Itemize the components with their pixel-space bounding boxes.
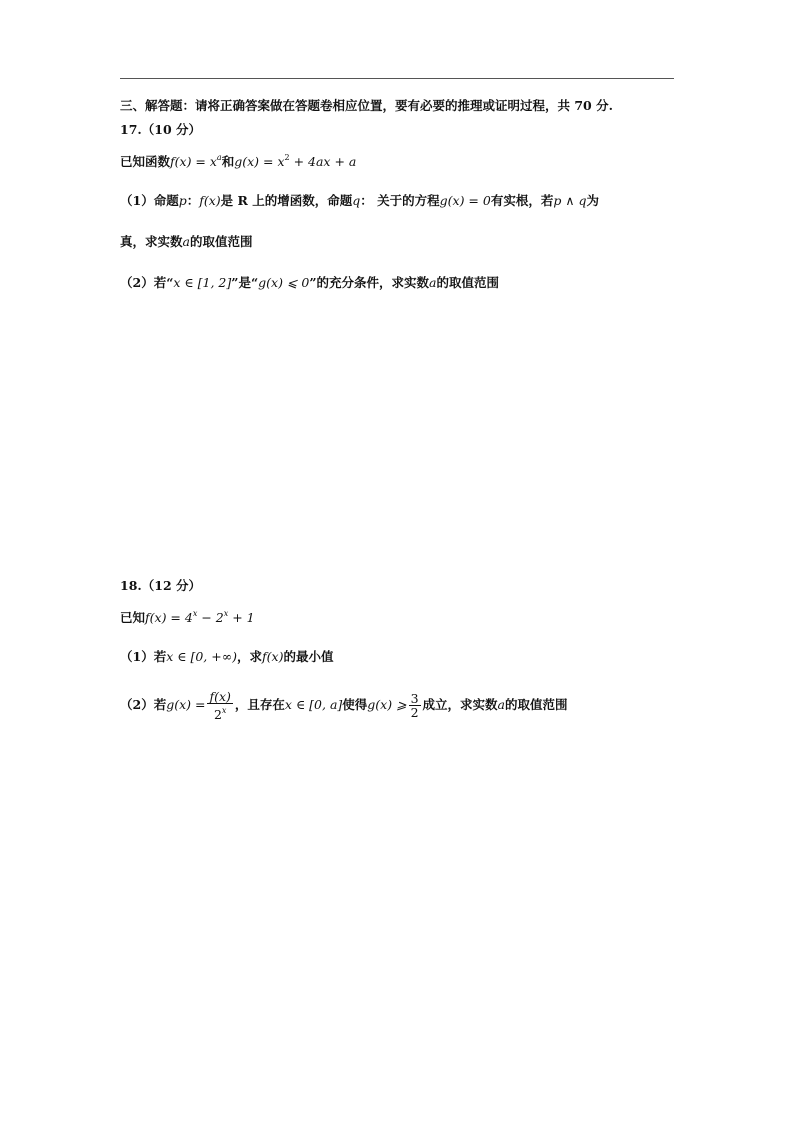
q17-intro [120,150,356,170]
q17-f-def: f(x) = x [170,154,217,169]
q17-p1-line2-b: 的取值范围 [189,234,253,249]
q17-number [120,122,201,138]
q18-p2-frac2-den: 2 [410,705,419,720]
q18-f-a: f(x) = 4 [145,610,193,625]
q17-intro-prefix: 已知函数 [120,154,171,169]
q17-p1-eq: g(x) = 0 [439,193,491,208]
q17-number-text: 17.（10 分） [120,122,201,137]
q17-g-exp: 2 [284,153,290,162]
q17-p1-line2-a: 真，求实数 [120,234,183,249]
q17-p1-pq: p ∧ q [553,193,587,208]
q17-p1-text-b: ： 关于的方程 [360,193,440,208]
q17-p1-q: q [352,193,361,208]
q18-intro-prefix: 已知 [120,610,146,625]
q18-p2-frac-den: 2 [213,707,222,722]
q18-number-text: 18.（12 分） [120,578,201,593]
q18-exp-x2: x [223,609,229,618]
q17-part1-line1 [120,193,599,209]
q18-p1-text-b: 的最小值 [283,649,334,664]
q17-p2-text-c: 的取值范围 [436,275,499,290]
section-header [120,98,613,114]
q18-p2-fraction-2 [409,692,421,719]
q18-p2-frac-den-exp: x [221,706,227,715]
q17-p1-text-a: 是 R 上的增函数，命题 [220,193,353,208]
q17-p2-text-b: ”的充分条件，求实数 [309,275,430,290]
q18-p2-text-a: ，且存在 [234,697,285,712]
q17-conj: 和 [221,154,235,169]
q18-p2-text-b: 使得 [342,697,368,712]
q18-p1-fx: f(x) [262,649,284,664]
q17-p1-text-c: 有实根，若 [490,193,554,208]
q17-p1-label: （1）命题 [120,193,179,208]
q17-p2-ineq: g(x) ⩽ 0 [258,275,310,290]
q18-part1 [120,649,333,665]
q17-p1-p: p [178,193,187,208]
q17-part1-line2 [120,234,252,250]
q18-p1-label: （1）若 [120,649,167,664]
q18-p2-set: x ∈ [0, a] [284,697,343,712]
q18-p2-text-d: 的取值范围 [504,697,568,712]
q17-p1-colon: ： [186,193,200,208]
q17-g-def-b: + 4ax + a [289,154,357,169]
q17-p1-a: a [182,234,190,249]
q17-p1-text-d: 为 [586,193,599,208]
section-header-text: 三、解答题：请将正确答案做在答题卷相应位置，要有必要的推理或证明过程，共 70 分. [120,98,613,113]
q18-intro [120,606,255,626]
q18-p2-g: g(x) = [166,697,206,712]
q18-p2-frac-num: f(x) [209,689,231,704]
q18-p1-set: x ∈ [0, +∞) [166,649,237,664]
q18-p1-text-a: ，求 [237,649,263,664]
q18-p2-a: a [497,697,505,712]
q18-f-b: − 2 [197,610,224,625]
q17-p2-text-a: ”是“ [231,275,259,290]
q17-p1-fx: f(x) [199,193,221,208]
q18-p2-fraction [207,690,232,721]
q17-g-def-a: g(x) = x [234,154,285,169]
q18-p2-label: （2）若 [120,697,167,712]
q17-f-exp: a [216,153,222,162]
header-rule [120,78,674,79]
q18-p2-frac2-num: 3 [410,691,419,706]
q17-p2-a: a [429,275,437,290]
q17-part2 [120,275,499,291]
q18-p2-text-c: 成立，求实数 [422,697,498,712]
q17-p2-label: （2）若“ [120,275,174,290]
q18-number [120,578,201,594]
q18-part2 [120,690,568,721]
q18-exp-x1: x [192,609,198,618]
q18-f-c: + 1 [228,610,255,625]
q18-p2-ineq: g(x) ⩾ [367,697,407,712]
q17-p2-set: x ∈ [1, 2] [173,275,232,290]
